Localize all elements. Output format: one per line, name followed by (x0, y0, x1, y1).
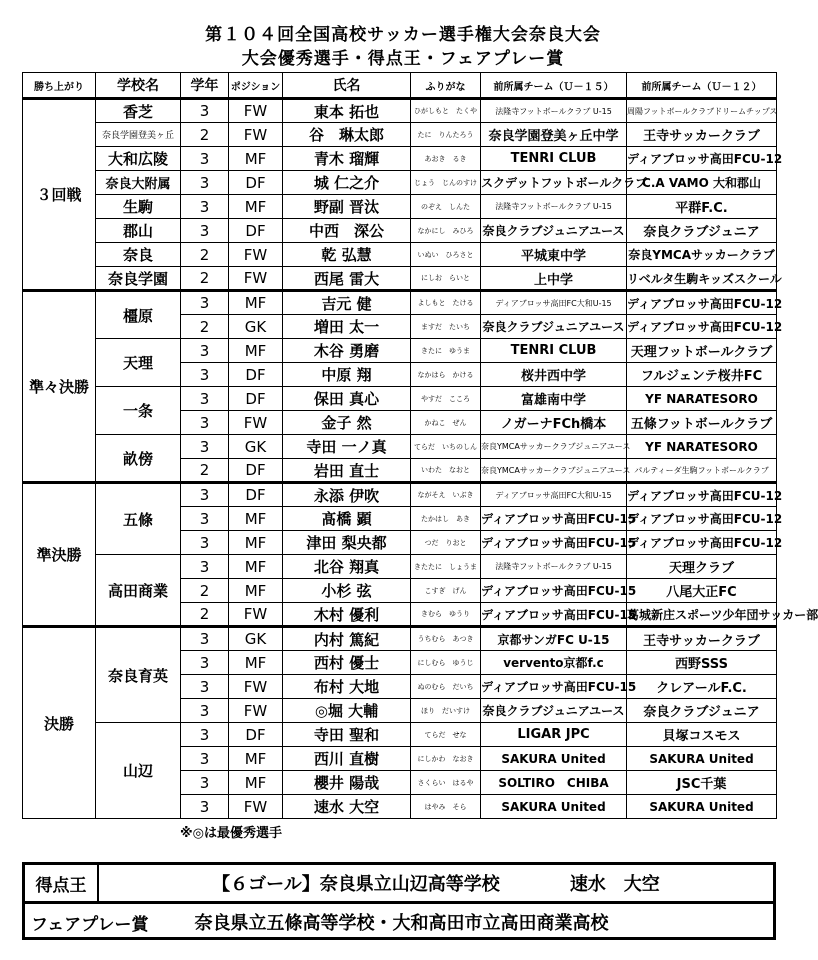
player-kana: ぬのむら だいち (411, 675, 481, 699)
player-kana: ほり だいすけ (411, 699, 481, 723)
u12-team: ディアブロッサ高田FCU-12 (627, 483, 777, 507)
player-kana: つだ りおと (411, 531, 481, 555)
school-name: 高田商業 (96, 555, 181, 627)
players-table (22, 72, 818, 819)
player-grade: 3 (181, 411, 229, 435)
player-kana: なかはら かける (411, 363, 481, 387)
u15-team: SAKURA United (481, 795, 627, 819)
player-position: MF (229, 291, 283, 315)
u15-team: ディアブロッサ高田FC大和U-15 (481, 291, 627, 315)
player-kana: てらだ せな (411, 723, 481, 747)
header-grade: 学年 (181, 73, 229, 99)
u15-team: TENRI CLUB (481, 147, 627, 171)
u15-team: ディアブロッサ高田FCU-15 (481, 531, 627, 555)
player-name: 岩田 直士 (283, 459, 411, 483)
player-grade: 3 (181, 483, 229, 507)
player-kana: たかはし あき (411, 507, 481, 531)
player-grade: 3 (181, 291, 229, 315)
header-name: 氏名 (283, 73, 411, 99)
u12-team: 葛城新庄スポーツ少年団サッカー部 (627, 603, 777, 627)
player-name: 西尾 雷大 (283, 267, 411, 291)
school-name: 畝傍 (96, 435, 181, 483)
header-u12: 前所属チーム（Ｕ－１２） (627, 73, 777, 99)
school-name: 奈良育英 (96, 627, 181, 723)
school-name: 奈良学園登美ヶ丘 (96, 123, 181, 147)
player-name: 小杉 弦 (283, 579, 411, 603)
u15-team: 法隆寺フットボールクラブ U-15 (481, 555, 627, 579)
u12-team: 五條フットボールクラブ (627, 411, 777, 435)
player-position: FW (229, 99, 283, 123)
player-position: DF (229, 219, 283, 243)
school-name: 天理 (96, 339, 181, 387)
u12-team: YF NARATESORO (627, 435, 777, 459)
player-grade: 3 (181, 651, 229, 675)
school-name: 郡山 (96, 219, 181, 243)
u12-team: 周陽フットボールクラブドリームチップス (627, 99, 777, 123)
round-label: 準決勝 (23, 483, 96, 627)
u15-team: スクデットフットボールクラブ (481, 171, 627, 195)
player-position: MF (229, 147, 283, 171)
player-name: 内村 篤紀 (283, 627, 411, 651)
player-position: MF (229, 771, 283, 795)
player-position: MF (229, 507, 283, 531)
player-position: MF (229, 531, 283, 555)
player-name: 野副 晋汰 (283, 195, 411, 219)
player-position: MF (229, 651, 283, 675)
u12-team: パルティーダ生駒フットボールクラブ (627, 459, 777, 483)
title-line-1: 第１０４回全国高校サッカー選手権大会奈良大会 (205, 25, 601, 45)
u15-team: 平城東中学 (481, 243, 627, 267)
player-name: 保田 真心 (283, 387, 411, 411)
school-name: 大和広陵 (96, 147, 181, 171)
player-name: 乾 弘慧 (283, 243, 411, 267)
table-row (23, 555, 777, 579)
u12-team: ディアブロッサ高田FCU-12 (627, 531, 777, 555)
fair-play-detail: 奈良県立五條高等学校・大和高田市立高田商業高校 (194, 913, 609, 934)
u12-team: 王寺サッカークラブ (627, 627, 777, 651)
u12-team: 貝塚コスモス (627, 723, 777, 747)
player-name: 寺田 聖和 (283, 723, 411, 747)
player-grade: 2 (181, 315, 229, 339)
round-group (23, 627, 777, 819)
u15-team: 上中学 (481, 267, 627, 291)
player-kana: よしもと たける (411, 291, 481, 315)
u12-team: JSC千葉 (627, 771, 777, 795)
player-position: MF (229, 747, 283, 771)
table-row (23, 723, 777, 747)
awards-box (22, 862, 776, 940)
player-grade: 3 (181, 723, 229, 747)
player-kana: たに りんたろう (411, 123, 481, 147)
player-kana: はやみ そら (411, 795, 481, 819)
top-scorer-name: 速水 大空 (569, 874, 660, 895)
school-name: 山辺 (96, 723, 181, 819)
player-name: 寺田 一ノ真 (283, 435, 411, 459)
u12-team: リベルタ生駒キッズスクール (627, 267, 777, 291)
player-position: FW (229, 123, 283, 147)
player-grade: 3 (181, 771, 229, 795)
player-grade: 3 (181, 171, 229, 195)
u15-team: 奈良クラブジュニアユース (481, 315, 627, 339)
u12-team: 奈良クラブジュニア (627, 219, 777, 243)
player-kana: こすぎ げん (411, 579, 481, 603)
player-kana: きたに ゆうま (411, 339, 481, 363)
u15-team: 奈良YMCAサッカークラブジュニアユース (481, 435, 627, 459)
player-position: MF (229, 579, 283, 603)
player-name: 城 仁之介 (283, 171, 411, 195)
round-label: 決勝 (23, 627, 96, 819)
player-position: FW (229, 411, 283, 435)
round-label: 準々決勝 (23, 291, 96, 483)
player-position: DF (229, 723, 283, 747)
u12-team: 王寺サッカークラブ (627, 123, 777, 147)
player-position: FW (229, 243, 283, 267)
player-name: 布村 大地 (283, 675, 411, 699)
player-name: 青木 瑠輝 (283, 147, 411, 171)
player-name: 北谷 翔真 (283, 555, 411, 579)
player-kana: てらだ いちのしん (411, 435, 481, 459)
player-name: 櫻井 陽哉 (283, 771, 411, 795)
player-name: 永添 伊吹 (283, 483, 411, 507)
u12-team: 奈良YMCAサッカークラブ (627, 243, 777, 267)
u15-team: SAKURA United (481, 747, 627, 771)
player-name: 西川 直樹 (283, 747, 411, 771)
player-grade: 3 (181, 627, 229, 651)
player-kana: うちむら あつき (411, 627, 481, 651)
u12-team: SAKURA United (627, 795, 777, 819)
player-grade: 3 (181, 147, 229, 171)
u15-team: 奈良クラブジュニアユース (481, 699, 627, 723)
player-name: 木谷 勇磨 (283, 339, 411, 363)
school-name: 奈良大附属 (96, 171, 181, 195)
u12-team: 平群F.C. (627, 195, 777, 219)
u15-team: 奈良クラブジュニアユース (481, 219, 627, 243)
u15-team: ディアブロッサ高田FC大和U-15 (481, 483, 627, 507)
player-grade: 3 (181, 507, 229, 531)
player-name: 木村 優利 (283, 603, 411, 627)
player-name: ◎堀 大輔 (283, 699, 411, 723)
player-name: 速水 大空 (283, 795, 411, 819)
u12-team: クレアールF.C. (627, 675, 777, 699)
player-grade: 2 (181, 603, 229, 627)
player-position: GK (229, 627, 283, 651)
note: ※◎は最優秀選手 (180, 826, 282, 841)
player-grade: 3 (181, 99, 229, 123)
player-name: 西村 優士 (283, 651, 411, 675)
u12-team: SAKURA United (627, 747, 777, 771)
player-kana: いぬい ひろさと (411, 243, 481, 267)
round-group (23, 291, 783, 483)
u15-team: ディアブロッサ高田FCU-15 (481, 579, 627, 603)
header-kana: ふりがな (411, 73, 481, 99)
u15-team: 法隆寺フットボールクラブ U-15 (481, 99, 627, 123)
player-grade: 3 (181, 675, 229, 699)
player-grade: 3 (181, 387, 229, 411)
header-position: ポジション (229, 73, 283, 99)
u15-team: vervento京都f.c (481, 651, 627, 675)
player-grade: 3 (181, 219, 229, 243)
table-row (23, 123, 777, 147)
table-row (23, 483, 777, 507)
school-name: 生駒 (96, 195, 181, 219)
round-group (23, 483, 818, 627)
fair-play-label: フェアプレー賞 (31, 914, 149, 935)
school-name: 一条 (96, 387, 181, 435)
player-grade: 3 (181, 435, 229, 459)
title-line-2: 大会優秀選手・得点王・フェアプレー賞 (241, 49, 565, 69)
player-name: 金子 然 (283, 411, 411, 435)
player-position: FW (229, 675, 283, 699)
player-position: MF (229, 339, 283, 363)
player-grade: 2 (181, 123, 229, 147)
player-grade: 3 (181, 555, 229, 579)
player-kana: なかにし みひろ (411, 219, 481, 243)
top-scorer-label: 得点王 (25, 865, 99, 901)
player-position: DF (229, 387, 283, 411)
header-u15: 前所属チーム（Ｕ－１５） (481, 73, 627, 99)
player-name: 中原 翔 (283, 363, 411, 387)
u12-team: ディアブロッサ高田FCU-12 (627, 315, 777, 339)
u12-team: ディアブロッサ高田FCU-12 (627, 147, 777, 171)
u12-team: ディアブロッサ高田FCU-12 (627, 507, 777, 531)
u15-team: ノガーナFCh橋本 (481, 411, 627, 435)
player-position: FW (229, 699, 283, 723)
u15-team: 法隆寺フットボールクラブ U-15 (481, 195, 627, 219)
player-position: DF (229, 171, 283, 195)
u15-team: 桜井西中学 (481, 363, 627, 387)
header-school: 学校名 (96, 73, 181, 99)
u15-team: ディアブロッサ高田FCU-15 (481, 507, 627, 531)
player-position: GK (229, 315, 283, 339)
player-kana: にしお らいと (411, 267, 481, 291)
player-grade: 3 (181, 699, 229, 723)
player-kana: きむら ゆうり (411, 603, 481, 627)
player-kana: のぞえ しんた (411, 195, 481, 219)
player-position: MF (229, 195, 283, 219)
u15-team: ディアブロッサ高田FCU-15 (481, 675, 627, 699)
u12-team: C.A VAMO 大和郡山 (627, 171, 777, 195)
player-kana: ますだ たいち (411, 315, 481, 339)
player-name: 髙橋 顕 (283, 507, 411, 531)
school-name: 橿原 (96, 291, 181, 339)
player-kana: やすだ こころ (411, 387, 481, 411)
u12-team: ディアブロッサ高田FCU-12 (627, 291, 777, 315)
table-row (23, 435, 777, 459)
player-kana: あおき るき (411, 147, 481, 171)
u12-team: フルジェンテ桜井FC (627, 363, 777, 387)
player-grade: 3 (181, 747, 229, 771)
table-row (23, 147, 777, 171)
player-grade: 2 (181, 459, 229, 483)
player-grade: 3 (181, 363, 229, 387)
u15-team: 奈良学園登美ヶ丘中学 (481, 123, 627, 147)
player-kana: にしむら ゆうじ (411, 651, 481, 675)
player-name: 津田 梨央都 (283, 531, 411, 555)
header-round: 勝ち上がり (23, 73, 96, 99)
u15-team: TENRI CLUB (481, 339, 627, 363)
player-position: FW (229, 603, 283, 627)
player-name: 谷 琳太郎 (283, 123, 411, 147)
player-kana: ながそえ いぶき (411, 483, 481, 507)
player-kana: じょう じんのすけ (411, 171, 481, 195)
u15-team: SOLTIRO CHIBA (481, 771, 627, 795)
u15-team: 奈良YMCAサッカークラブジュニアユース (481, 459, 627, 483)
u12-team: 八尾大正FC (627, 579, 777, 603)
u15-team: LIGAR JPC (481, 723, 627, 747)
player-name: 東本 拓也 (283, 99, 411, 123)
top-scorer-detail: 【６ゴール】奈良県立山辺高等学校 (212, 874, 500, 895)
player-position: GK (229, 435, 283, 459)
player-kana: かねこ ぜん (411, 411, 481, 435)
player-grade: 3 (181, 795, 229, 819)
player-kana: にしかわ なおき (411, 747, 481, 771)
u15-team: 京都サンガFC U-15 (481, 627, 627, 651)
player-grade: 2 (181, 243, 229, 267)
player-kana: いわた なおと (411, 459, 481, 483)
top-scorer-row (25, 865, 773, 901)
player-position: DF (229, 459, 283, 483)
player-grade: 2 (181, 267, 229, 291)
player-kana: さくらい はるや (411, 771, 481, 795)
player-kana: ひがしもと たくや (411, 99, 481, 123)
player-position: FW (229, 267, 283, 291)
fair-play-row (25, 901, 773, 940)
u15-team: ディアブロッサ高田FCU-15 (481, 603, 627, 627)
table-row (23, 267, 777, 291)
school-name: 奈良 (96, 243, 181, 267)
table-row (23, 99, 777, 123)
table-row (23, 219, 777, 243)
table-row (23, 387, 777, 411)
player-position: DF (229, 483, 283, 507)
u12-team: 天理フットボールクラブ (627, 339, 777, 363)
player-grade: 3 (181, 195, 229, 219)
table-row (23, 171, 777, 195)
u12-team: 奈良クラブジュニア (627, 699, 777, 723)
table-row (23, 627, 777, 651)
player-position: MF (229, 555, 283, 579)
player-grade: 3 (181, 339, 229, 363)
table-row (23, 243, 777, 267)
player-grade: 2 (181, 579, 229, 603)
table-row (23, 339, 777, 363)
player-position: FW (229, 795, 283, 819)
header-row (23, 73, 777, 99)
u12-team: 西野SSS (627, 651, 777, 675)
school-name: 奈良学園 (96, 267, 181, 291)
school-name: 香芝 (96, 99, 181, 123)
player-grade: 3 (181, 531, 229, 555)
u15-team: 富雄南中学 (481, 387, 627, 411)
player-position: DF (229, 363, 283, 387)
round-label: ３回戦 (23, 99, 96, 291)
u12-team: 天理クラブ (627, 555, 777, 579)
player-kana: きたたに しょうま (411, 555, 481, 579)
player-name: 吉元 健 (283, 291, 411, 315)
player-name: 増田 太一 (283, 315, 411, 339)
table-row (23, 195, 777, 219)
u12-team: YF NARATESORO (627, 387, 777, 411)
round-group (23, 99, 783, 291)
school-name: 五條 (96, 483, 181, 555)
table-row (23, 291, 777, 315)
player-name: 中西 深公 (283, 219, 411, 243)
